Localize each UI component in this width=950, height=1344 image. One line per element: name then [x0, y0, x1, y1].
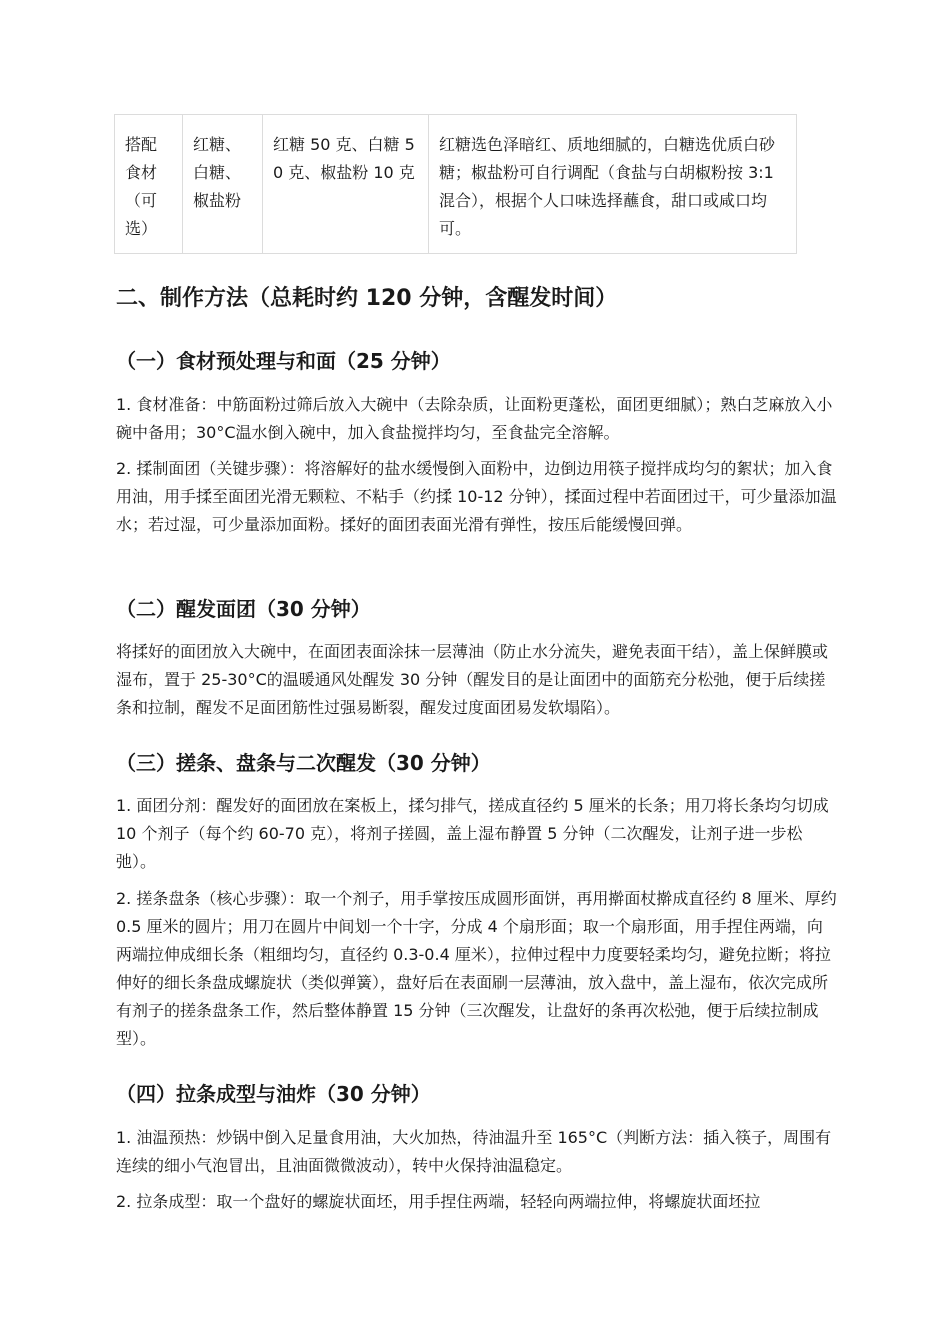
paragraph: 1. 面团分剂：醒发好的面团放在案板上，揉匀排气，搓成直径约 5 厘米的长条；用刀将长条均匀切成 10 个剂子（每个约 60-70 克），将剂子搓圆，盖上湿布静置 5 分钟（二次醒发，让剂子进一步松弛）。 — [116, 796, 829, 871]
section-heading: 二、制作方法（总耗时约 120 分钟，含醒发时间） — [116, 286, 618, 311]
paragraph: 2. 揉制面团（关键步骤）：将溶解好的盐水缓慢倒入面粉中，边倒边用筷子搅拌成均匀的絮状；加入食用油，用手揉至面团光滑无颗粒、不粘手（约揉 10-12 分钟），揉面过程中若面团过干，可少量添加温水；若过湿，可少量添加面粉。揉好的面团表面光滑有弹性，按压后能缓慢回弹。 — [116, 459, 837, 534]
subsection-heading: （一）食材预处理与和面（25 分钟） — [116, 349, 451, 373]
paragraph: 2. 拉条成型：取一个盘好的螺旋状面坯，用手捏住两端，轻轻向两端拉伸，将螺旋状面坯拉 — [116, 1192, 761, 1211]
paragraph: 1. 食材准备：中筋面粉过筛后放入大碗中（去除杂质，让面粉更蓬松，面团更细腻）；熟白芝麻放入小碗中备用；30°C温水倒入碗中，加入食盐搅拌均匀，至食盐完全溶解。 — [116, 395, 833, 442]
table-cell-amount: 红糖 50 克、白糖 50 克、椒盐粉 10 克 — [263, 115, 429, 254]
subsection-heading: （三）搓条、盘条与二次醒发（30 分钟） — [116, 751, 491, 775]
table-cell-notes: 红糖选色泽暗红、质地细腻的，白糖选优质白砂糖；椒盐粉可自行调配（食盐与白胡椒粉按 3:1 混合），根据个人口味选择蘸食，甜口或咸口均可。 — [429, 115, 797, 254]
table-cell-ingredients: 红糖、白糖、椒盐粉 — [183, 115, 263, 254]
paragraph: 将揉好的面团放入大碗中，在面团表面涂抹一层薄油（防止水分流失，避免表面干结），盖上保鲜膜或湿布，置于 25-30°C的温暖通风处醒发 30 分钟（醒发目的是让面团中的面筋充分松弛，便于后续搓条和拉制，醒发不足面团筋性过强易断裂，醒发过度面团易发软塌陷）。 — [116, 642, 829, 717]
paragraph: 2. 搓条盘条（核心步骤）：取一个剂子，用手掌按压成圆形面饼，再用擀面杖擀成直径约 8 厘米、厚约 0.5 厘米的圆片；用刀在圆片中间划一个十字，分成 4 个扇形面；取一个扇形面，用手捏住两端，向两端拉伸成细长条（粗细均匀，直径约 0.3-0.4 厘米），拉伸过程中力度要轻柔均匀，避免拉断；将拉伸好的细长条盘成螺旋状（类似弹簧），盘好后在表面刷一层薄油，放入盘中，盖上湿布，依次完成所有剂子的搓条盘条工作，然后整体静置 15 分钟（三次醒发，让盘好的条再次松弛，便于后续拉制成型）。 — [116, 889, 837, 1048]
table-cell-category: 搭配食材（可选） — [115, 115, 183, 254]
paragraph: 1. 油温预热：炒锅中倒入足量食用油，大火加热，待油温升至 165°C（判断方法：插入筷子，周围有连续的细小气泡冒出，且油面微微波动），转中火保持油温稳定。 — [116, 1128, 832, 1175]
subsection-heading: （二）醒发面团（30 分钟） — [116, 597, 371, 621]
subsection-heading: （四）拉条成型与油炸（30 分钟） — [116, 1082, 431, 1106]
table-row — [115, 115, 797, 254]
ingredients-table — [114, 114, 797, 254]
